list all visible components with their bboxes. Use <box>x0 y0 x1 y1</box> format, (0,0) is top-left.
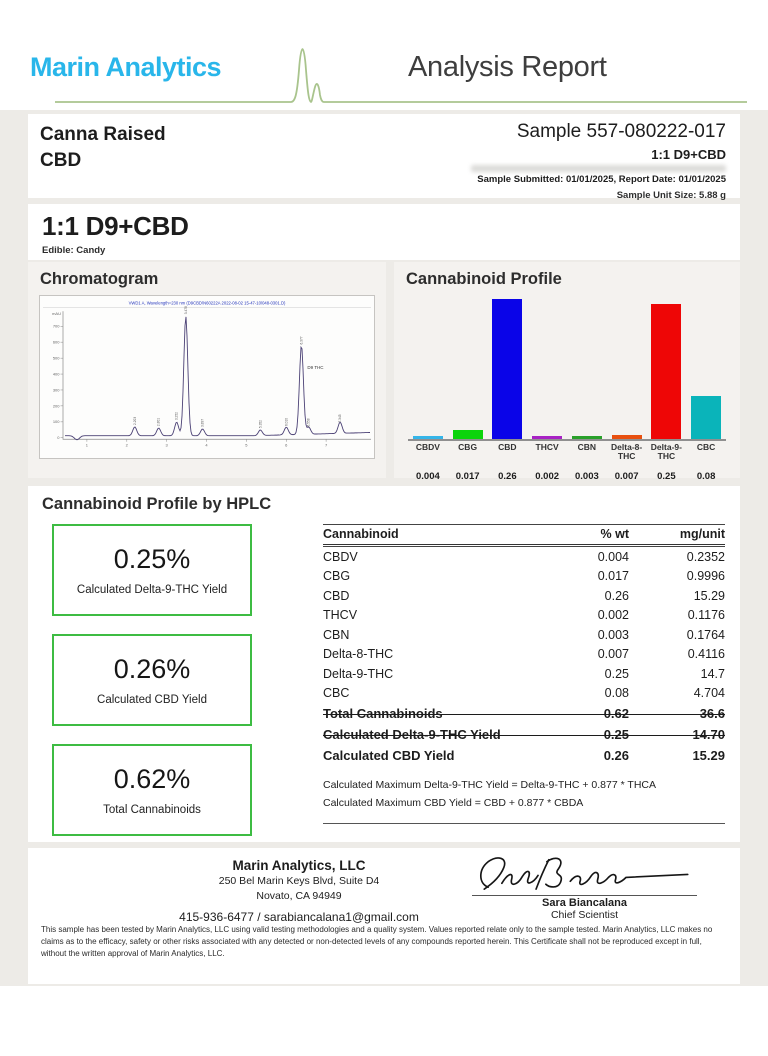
product-card <box>28 204 740 260</box>
client-name: Canna Raised <box>40 124 166 145</box>
table-cell: 0.25 <box>603 727 629 742</box>
result-value: 0.62% <box>113 764 191 794</box>
bar-CBDV <box>413 436 443 439</box>
table-header-row <box>323 524 725 545</box>
result-label: Total Cannabinoids <box>103 804 201 816</box>
svg-text:5.352: 5.352 <box>258 420 263 429</box>
table-cell: Delta-9-THC <box>323 666 394 681</box>
bar-CBC <box>691 396 721 439</box>
table-cell: 0.26 <box>604 588 629 603</box>
report-header <box>0 36 768 108</box>
sample-info-card <box>28 114 740 201</box>
bar-chart-plot <box>408 297 726 441</box>
table-cell: 0.1764 <box>686 627 725 642</box>
sample-product-name: 1:1 D9+CBD <box>651 147 726 162</box>
table-cell: 0.007 <box>597 647 629 662</box>
result-box-total-cannabinoids <box>52 744 252 836</box>
table-cell: 0.2352 <box>686 549 725 564</box>
report-title: Analysis Report <box>408 51 607 83</box>
table-row <box>323 625 725 645</box>
bar-value-CBG: 0.017 <box>455 470 480 482</box>
svg-text:3: 3 <box>165 442 168 448</box>
table-cell: 14.70 <box>692 727 725 742</box>
svg-text:1: 1 <box>85 442 89 448</box>
svg-text:500: 500 <box>52 355 60 361</box>
sample-dates: Sample Submitted: 01/01/2025, Report Date: 01/01/2025 <box>477 174 726 185</box>
bar-THCV <box>532 436 562 439</box>
bar-value-THCV: 0.002 <box>535 470 560 482</box>
disclaimer-text: This sample has been tested by Marin Analytics, LLC using valid testing methodologies and a quality system. Values reported relate only to the sample tested. Marin Analytics, LLC makes no claims as to the efficacy, safety or other risks associated with any detected or non-detected levels of any compounds reported herein. This Certificate shall not be reproduced except in full, without the written approval of Marin Analytics, LLC. <box>41 925 713 958</box>
table-cell: 0.004 <box>597 549 629 564</box>
svg-text:2.801: 2.801 <box>156 417 161 427</box>
product-type: Edible: Candy <box>42 245 106 256</box>
table-row <box>323 547 725 567</box>
svg-text:3.478: 3.478 <box>183 306 188 315</box>
bar-value-Delta-8-THC: 0.007 <box>614 470 639 482</box>
bar-label-CBN: CBN <box>577 442 597 452</box>
svg-text:6.558: 6.558 <box>306 418 311 427</box>
table-cell: CBG <box>323 569 351 584</box>
bar-CBG <box>453 430 483 439</box>
sample-unit-size: Sample Unit Size: 5.88 g <box>616 190 726 201</box>
svg-text:6.010: 6.010 <box>284 417 289 427</box>
result-label: Calculated CBD Yield <box>97 694 207 706</box>
bar-CBD <box>492 299 522 439</box>
signer-name: Sara Biancalana <box>542 897 627 909</box>
svg-text:6.377: 6.377 <box>299 336 304 345</box>
table-summary-row <box>323 745 725 766</box>
footer-card <box>28 848 740 984</box>
bar-label-CBC: CBC <box>696 442 716 452</box>
table-notes <box>323 776 725 824</box>
table-cell: 0.62 <box>603 706 629 721</box>
table-row <box>323 567 725 587</box>
table-cell: 0.9996 <box>686 569 725 584</box>
svg-text:5: 5 <box>245 442 248 448</box>
bar-value-Delta-9-THC: 0.25 <box>657 470 676 482</box>
table-cell: CBN <box>323 627 350 642</box>
table-cell: 0.1176 <box>687 608 725 623</box>
result-box-cbd-yield <box>52 634 252 726</box>
sample-id: Sample 557-080222-017 <box>516 121 726 142</box>
svg-text:2: 2 <box>125 442 128 448</box>
bar-chart-values <box>408 471 726 482</box>
client-block <box>40 124 166 172</box>
svg-text:6: 6 <box>285 442 288 448</box>
svg-text:7: 7 <box>325 442 328 448</box>
table-row <box>323 645 725 665</box>
table-header-Cannabinoid: Cannabinoid <box>323 527 399 541</box>
table-cell: 4.704 <box>693 686 725 701</box>
report-body <box>0 110 768 986</box>
bar-value-CBC: 0.08 <box>696 470 716 482</box>
hplc-card <box>28 486 740 842</box>
redacted-line <box>471 165 726 172</box>
brand-logo-text: Marin Analytics <box>30 52 222 82</box>
table-cell: Calculated CBD Yield <box>323 748 455 763</box>
signature-icon <box>472 850 697 896</box>
table-cell: 0.25 <box>604 666 629 681</box>
table-row <box>323 586 725 606</box>
sample-block <box>471 121 726 201</box>
table-cell: Calculated Delta-9-THC Yield <box>323 727 501 742</box>
svg-text:400: 400 <box>52 371 60 377</box>
result-value: 0.25% <box>113 544 191 574</box>
svg-text:7.345: 7.345 <box>338 414 343 423</box>
lab-address-line2: Novato, CA 94949 <box>256 890 342 903</box>
svg-text:mAU: mAU <box>52 311 61 317</box>
table-cell: 0.08 <box>604 686 629 701</box>
table-row <box>323 606 725 626</box>
table-cell: 0.017 <box>597 569 629 584</box>
table-row <box>323 684 725 704</box>
bar-label-Delta-9-THC: Delta-9-THC <box>650 442 682 462</box>
table-cell: 14.7 <box>700 666 725 681</box>
table-cell: Delta-8-THC <box>323 647 394 662</box>
bar-chart-labels <box>408 443 726 462</box>
lab-contact: 415-936-6477 / sarabiancalana1@gmail.com <box>179 910 419 925</box>
bar-value-CBD: 0.26 <box>498 470 517 482</box>
table-body <box>323 546 725 766</box>
table-cell: 0.002 <box>597 608 629 623</box>
cannabinoid-table <box>323 524 725 824</box>
svg-text:4: 4 <box>205 442 208 448</box>
table-cell: CBDV <box>323 549 358 564</box>
table-row <box>323 664 725 684</box>
signer-title: Chief Scientist <box>550 909 619 921</box>
bar-label-CBG: CBG <box>458 442 478 452</box>
chromatogram-panel <box>28 262 386 478</box>
table-cell: THCV <box>323 608 358 623</box>
result-box-delta9-yield <box>52 524 252 616</box>
bar-label-CBDV: CBDV <box>415 442 440 452</box>
table-cell: 0.26 <box>603 748 629 763</box>
table-summary-row <box>323 703 725 724</box>
bar-label-CBD: CBD <box>498 442 517 452</box>
table-summary-row <box>323 724 725 745</box>
svg-text:700: 700 <box>52 323 60 329</box>
svg-text:0: 0 <box>57 435 60 441</box>
bar-Delta-8-THC <box>612 435 642 439</box>
svg-text:100: 100 <box>52 419 60 425</box>
lab-address-line1: 250 Bel Marin Keys Blvd, Suite D4 <box>218 875 380 887</box>
cannabinoid-profile-title: Cannabinoid Profile <box>406 270 562 288</box>
result-label: Calculated Delta-9-THC Yield <box>76 584 228 596</box>
svg-text:3.897: 3.897 <box>200 418 205 428</box>
lab-name: Marin Analytics, LLC <box>232 858 366 873</box>
bar-CBN <box>572 436 602 439</box>
result-value: 0.26% <box>113 654 191 684</box>
svg-text:200: 200 <box>52 403 60 409</box>
chromatogram-title: Chromatogram <box>40 270 159 288</box>
table-header-mg/unit: mg/unit <box>679 527 725 541</box>
bar-value-CBDV: 0.004 <box>415 470 440 482</box>
chromatogram-svg <box>40 296 374 458</box>
bar-Delta-9-THC <box>651 304 681 439</box>
table-cell: 36.6 <box>699 706 725 721</box>
svg-text:300: 300 <box>52 387 60 393</box>
cannabinoid-profile-panel <box>394 262 740 482</box>
table-cell: Total Cannabinoids <box>323 706 443 721</box>
svg-text:600: 600 <box>52 339 60 345</box>
bar-label-Delta-8-THC: Delta-8-THC <box>611 442 643 462</box>
bar-value-CBN: 0.003 <box>574 470 599 482</box>
table-cell: CBC <box>323 686 350 701</box>
client-product-line: CBD <box>40 150 82 171</box>
lab-info-block <box>114 858 484 924</box>
bar-label-THCV: THCV <box>535 442 559 452</box>
table-header-% wt: % wt <box>600 527 629 541</box>
table-cell: 0.4116 <box>687 647 725 662</box>
table-note-line: Calculated Maximum CBD Yield = CBD + 0.877 * CBDA <box>323 797 584 810</box>
svg-text:D9 THC: D9 THC <box>307 364 324 370</box>
table-cell: 0.003 <box>597 627 629 642</box>
table-cell: 15.29 <box>693 588 725 603</box>
svg-text:2.203: 2.203 <box>132 416 137 425</box>
table-cell: CBD <box>323 588 350 603</box>
signature-block <box>467 850 702 921</box>
product-name: 1:1 D9+CBD <box>42 211 189 241</box>
table-note-line: Calculated Maximum Delta-9-THC Yield = Delta-9-THC + 0.877 * THCA <box>323 779 657 791</box>
table-cell: 15.29 <box>692 748 725 763</box>
chromatogram-plot <box>39 295 375 459</box>
svg-text:VWD1 A, Wavelength=230 nm (D9C: VWD1 A, Wavelength=230 nm (D9CBD\N60222A 2022-08-02 15-47-10\048-0301.D) <box>128 300 286 306</box>
svg-text:3.252: 3.252 <box>174 412 179 421</box>
hplc-title: Cannabinoid Profile by HPLC <box>42 495 272 513</box>
